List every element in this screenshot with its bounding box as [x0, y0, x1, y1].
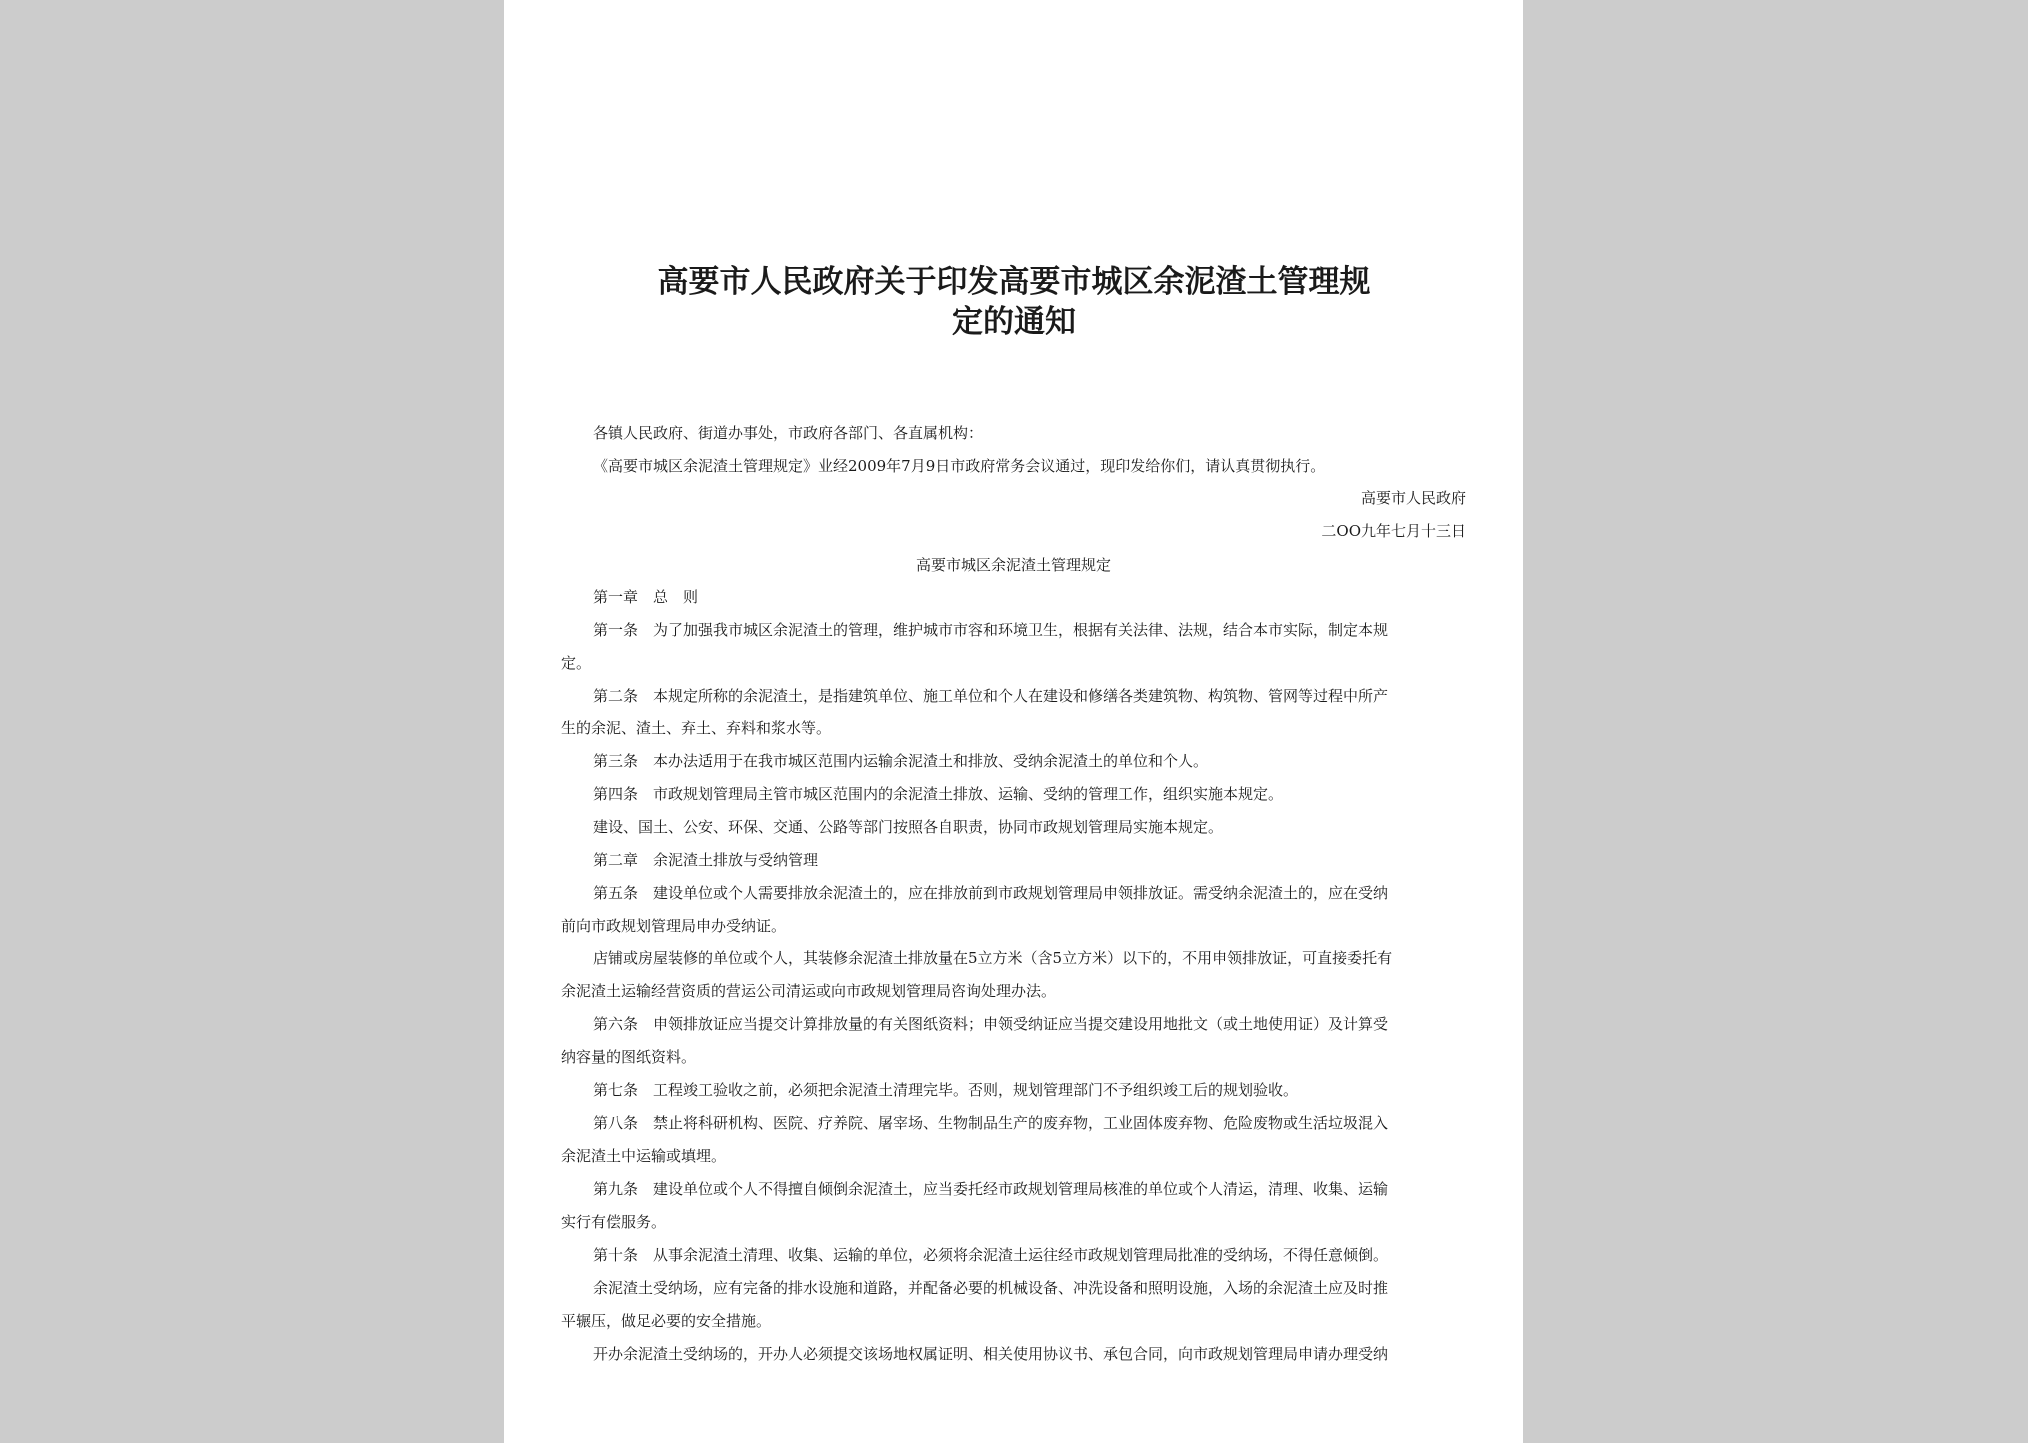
chapter-heading: 第二章 余泥渣土排放与受纳管理 — [593, 851, 819, 869]
body-line: 平辗压，做足必要的安全措施。 — [561, 1312, 772, 1330]
body-line: 定。 — [561, 654, 592, 672]
body-line: 第九条 建设单位或个人不得擅自倾倒余泥渣土，应当委托经市政规划管理局核准的单位或个人清运，清理、收集、运输 — [593, 1180, 1389, 1198]
body-line: 第四条 市政规划管理局主管市城区范围内的余泥渣土排放、运输、受纳的管理工作，组织实施本规定。 — [593, 785, 1284, 803]
body-line: 第三条 本办法适用于在我市城区范围内运输余泥渣土和排放、受纳余泥渣土的单位和个人。 — [593, 752, 1209, 770]
issue-date: 二OO九年七月十三日 — [1321, 522, 1466, 540]
regulation-title: 高要市城区余泥渣土管理规定 — [915, 556, 1111, 574]
title-line-2: 定的通知 — [952, 304, 1076, 340]
document-page — [504, 0, 1523, 1443]
body-line: 第一条 为了加强我市城区余泥渣土的管理，维护城市市容和环境卫生，根据有关法律、法规，结合本市实际，制定本规 — [593, 621, 1389, 639]
addressee: 各镇人民政府、街道办事处，市政府各部门、各直属机构： — [593, 424, 984, 442]
intro-paragraph: 《高要市城区余泥渣土管理规定》业经2009年7月9日市政府常务会议通过，现印发给你们，请认真贯彻执行。 — [593, 457, 1326, 475]
body-line: 建设、国土、公安、环保、交通、公路等部门按照各自职责，协同市政规划管理局实施本规定。 — [593, 818, 1224, 836]
body-line: 余泥渣土运输经营资质的营运公司清运或向市政规划管理局咨询处理办法。 — [561, 982, 1057, 1000]
body-line: 店铺或房屋装修的单位或个人，其装修余泥渣土排放量在5立方米（含5立方米）以下的，不用申领排放证，可直接委托有 — [593, 949, 1393, 967]
body-line: 第八条 禁止将科研机构、医院、疗养院、屠宰场、生物制品生产的废弃物，工业固体废弃物、危险废物或生活垃圾混入 — [593, 1114, 1389, 1132]
body-line: 余泥渣土中运输或填埋。 — [561, 1147, 727, 1165]
body-line: 第六条 申领排放证应当提交计算排放量的有关图纸资料；申领受纳证应当提交建设用地批文（或土地使用证）及计算受 — [593, 1015, 1389, 1033]
document-title — [584, 262, 1444, 342]
body-line: 余泥渣土受纳场，应有完备的排水设施和道路，并配备必要的机械设备、冲洗设备和照明设施，入场的余泥渣土应及时推 — [593, 1279, 1389, 1297]
body-line: 第二条 本规定所称的余泥渣土，是指建筑单位、施工单位和个人在建设和修缮各类建筑物、构筑物、管网等过程中所产 — [593, 687, 1389, 705]
body-line: 前向市政规划管理局申办受纳证。 — [561, 917, 787, 935]
body-line: 第五条 建设单位或个人需要排放余泥渣土的，应在排放前到市政规划管理局申领排放证。需受纳余泥渣土的，应在受纳 — [593, 884, 1389, 902]
body-line: 实行有偿服务。 — [561, 1213, 667, 1231]
title-line-1: 高要市人民政府关于印发高要市城区余泥渣土管理规 — [657, 264, 1371, 300]
body-line: 开办余泥渣土受纳场的，开办人必须提交该场地权属证明、相关使用协议书、承包合同，向市政规划管理局申请办理受纳 — [593, 1345, 1389, 1363]
body-line: 第七条 工程竣工验收之前，必须把余泥渣土清理完毕。否则，规划管理部门不予组织竣工后的规划验收。 — [593, 1081, 1299, 1099]
body-line: 第十条 从事余泥渣土清理、收集、运输的单位，必须将余泥渣土运往经市政规划管理局批准的受纳场，不得任意倾倒。 — [593, 1246, 1389, 1264]
body-line: 生的余泥、渣土、弃土、弃料和浆水等。 — [561, 719, 832, 737]
body-line: 纳容量的图纸资料。 — [561, 1048, 697, 1066]
body-line: 第一章 总 则 — [593, 588, 699, 606]
issuer-signature: 高要市人民政府 — [1360, 489, 1466, 507]
